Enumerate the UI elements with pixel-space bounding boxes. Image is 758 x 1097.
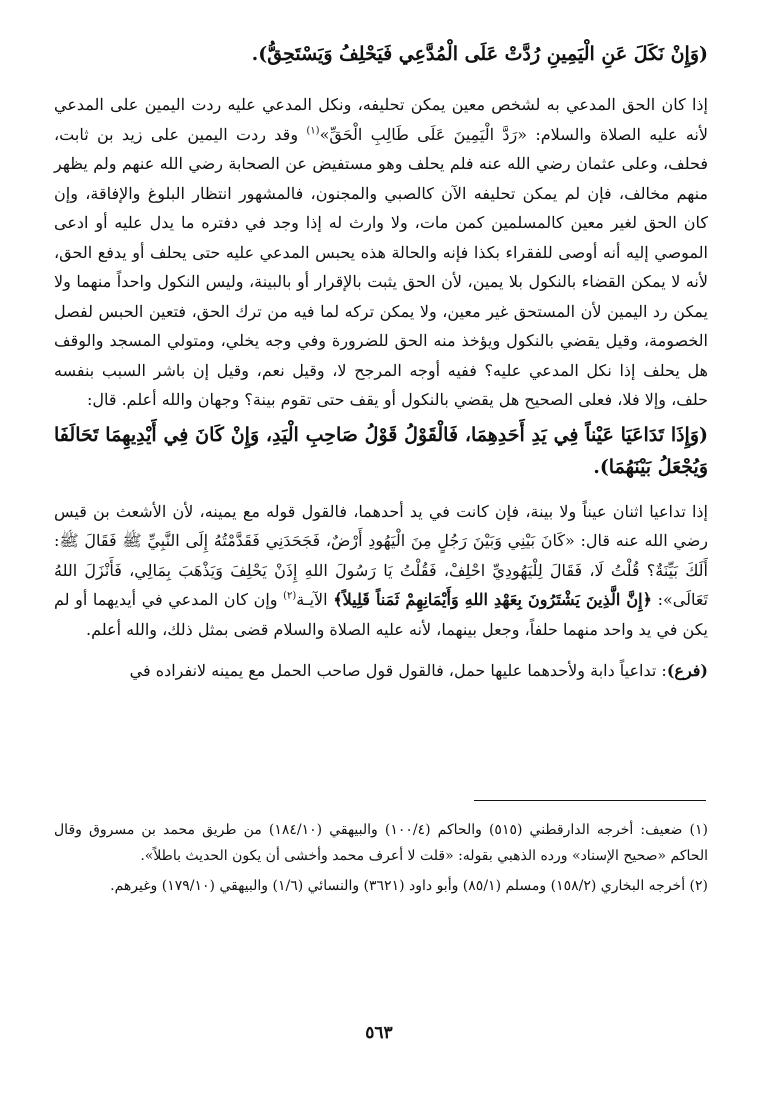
paragraph-2-text-c: وإن كان المدعي في أيديهما أو لم يكن في يد واحد منهما حلفاً، وجعل بينهما، لأنه عليه الصلاة والسلام قضى بمثل ذلك، والله أعلم. [54, 590, 708, 639]
far-label: (فرع) [666, 661, 708, 680]
page-body [54, 38, 708, 686]
paragraph-3-text: : تداعياً دابة ولأحدهما عليها حمل، فالقول قول صاحب الحمل مع يمينه لانفراده في [129, 661, 667, 680]
footnote-1: (١) ضعيف: أخرجه الدارقطني (٥١٥) والحاكم (١٠٠/٤) والبيهقي (١٨٤/١٠) من طريق محمد بن مسروق وقال الحاكم «صحيح الإسناد» ورده الذهبي بقوله: «قلت لا أعرف محمد وأخشى أن يكون الحديث باطلاً». [54, 822, 708, 864]
paragraph-2 [54, 497, 708, 645]
matn-quote-mid: (وَإِذَا تَدَاعَيَا عَيْناً فِي يَدِ أَحَدِهِمَا، فَالْقَوْلُ قَوْلُ صَاحِبِ الْيَدِ، وَإِنْ كَانَ فِي أَيْدِيهِمَا تَحَالَفَا وَيُجْعَلُ بَيْنَهُمَا). [54, 423, 708, 478]
matn-quote-top: (وَإِنْ نَكَلَ عَنِ الْيَمِينِ رُدَّتْ عَلَى الْمُدَّعِي فَيَحْلِفُ وَيَسْتَحِقُّ). [251, 43, 708, 65]
paragraph-1 [54, 90, 708, 415]
footnote-divider [474, 800, 706, 801]
quran-verse: ﴿إِنَّ الَّذِينَ يَشْتَرُونَ بِعَهْدِ اللهِ وَأَيْمَانِهِمْ ثَمَناً قَلِيلاً﴾ [333, 590, 652, 609]
paragraph-1-text-b: وقد ردت اليمين على زيد بن ثابت، فحلف، وعلى عثمان رضي الله عنه فلم يحلف وهو مستفيض عن الصحابة رضي الله عنهم ولم يظهر منهم مخالف، فإن لم يمكن تحليفه الآن كالصبي والمجنون، فالمشهور انتظار البلوغ والإفاقة، وإن كان الحق لغير معين كالمسلمين كمن مات، ولا وارث له إذا وجد في دفتره ما يدل عليه أو ادعى الموصي إليه أنه أوصى للفقراء بكذا فإنه والحالة هذه يحبس المدعي عليه حتى يحلف أو يدفع الحق، لأنه لا يمكن القضاء بالنكول بلا يمين، لأن الحق يثبت بالإقرار أو بالبينة، وليس النكول واحداً منهما ولا يمكن رد اليمين لأن المستحق غير معين، ولا يمكن تركه لما فيه من ترك الحق، فتعين الحبس لفصل الخصومة، وقيل يقضي بالنكول ويؤخذ منه الحق للضرورة وفي وجه يخلي، ومتولي المسجد والوقف هل يحلف إذا نكل المدعي عليه؟ ففيه أوجه المرجح لا، وقيل نعم، وقيل إن باشر السبب بنفسه حلف، وإلا فلا، فعلى الصحيح هل يقضي بالنكول أو يقف حتى تقوم بينة؟ وجهان والله أعلم. قال: [54, 124, 709, 409]
paragraph-1-text-a: إذا كان الحق المدعي به لشخص معين يمكن تحليفه، ونكل المدعي عليه ردت اليمين على المدعي لأنه عليه الصلاة والسلام: «رَدَّ الْيَمِينَ عَلَى طَالِبِ الْحَقِّ» [54, 95, 708, 144]
paragraph-2-text-a: إذا تداعيا اثنان عيناً ولا بينة، فإن كانت في يد أحدهما، فالقول قوله مع يمينه، لأن الأشعث بن قيس رضي الله عنه قال: «كَانَ بَيْنِي وَبَيْنَ رَجُلٍ مِنَ الْيَهُودِ أَرْضٌ، فَجَحَدَنِي فَقَدَّمْتُهُ إِلَى النَّبِيِّ ﷺ فَقَالَ ﷺ: أَلَكَ بَيِّنَةٌ؟ قُلْتُ لَا، فَقَالَ لِلْيَهُودِيِّ احْلِفْ، فَقُلْتُ يَا رَسُولَ اللهِ إِذَنْ يَحْلِفَ وَيَذْهَبَ بِمَالِي، فَأَنْزَلَ اللهُ تَعَالَى»: [54, 501, 709, 609]
footnote-ref-1: (١) [306, 125, 320, 137]
footnote-ref-2: (٢) [283, 590, 297, 602]
paragraph-2-text-b: الآيـة [296, 590, 334, 609]
footnotes [54, 817, 708, 903]
page-number: ٥٦٣ [365, 1023, 393, 1043]
footnote-2: (٢) أخرجه البخاري (١٥٨/٢) ومسلم (٨٥/١) وأبو داود (٣٦٢١) والنسائي (١/٦) والبيهقي (١٧٩/١٠) وغيرهم. [110, 878, 708, 894]
paragraph-3 [54, 656, 708, 686]
